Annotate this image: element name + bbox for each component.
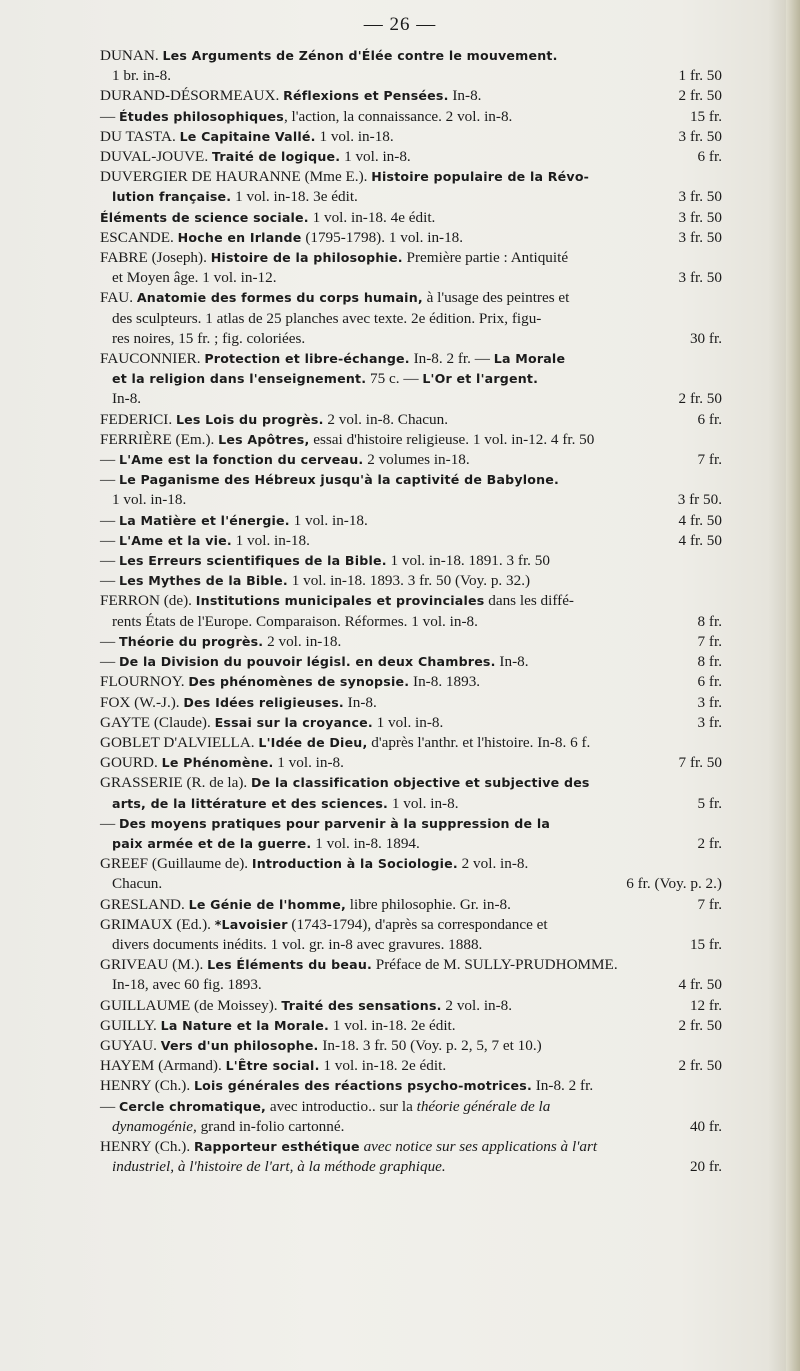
catalogue-entry: [100, 511, 722, 531]
entry-line: [100, 955, 722, 975]
entry-price: 15 fr.: [689, 107, 722, 125]
entry-text: HENRY (Ch.).: [100, 1077, 194, 1095]
entry-text: 1 vol. in-8.: [340, 148, 411, 166]
entry-text: —: [100, 471, 119, 489]
catalogue-entry: [100, 693, 722, 713]
entry-line: [100, 935, 722, 955]
entry-price: 7 fr.: [697, 451, 722, 469]
entry-text: me: [323, 168, 342, 186]
entry-title: arts, de la littérature et des sciences.: [112, 795, 389, 811]
entry-price: 4 fr. 50: [678, 976, 722, 994]
entry-price: 20 fr.: [689, 1158, 722, 1176]
entry-line: [100, 1137, 722, 1157]
entry-title: Les Mythes de la Bible.: [118, 573, 288, 589]
entry-text: Préface de M. SULLY-PRUDHOMME.: [371, 956, 618, 974]
entry-title: Vers d'un philosophe.: [160, 1037, 319, 1053]
entry-line: [100, 814, 722, 834]
entry-text: GRESLAND.: [100, 895, 189, 913]
entry-title: Des phénomènes de synopsie.: [188, 674, 410, 690]
entry-text: 1 vol. in-18.: [289, 511, 368, 529]
entry-text: —: [100, 511, 119, 529]
entry-title: De la classification objective et subjective des: [251, 775, 590, 791]
entry-price: 3 fr. 50: [678, 188, 722, 206]
entry-italic-text: avec notice sur ses applications à l'art: [359, 1137, 598, 1155]
catalogue-entry: [100, 591, 722, 631]
entry-text: HENRY (Ch.).: [100, 1137, 194, 1155]
entry-text: édition. Prix, figu-: [425, 309, 542, 327]
entry-price: 7 fr.: [697, 895, 722, 913]
entry-text: FERRON (de).: [100, 592, 196, 610]
entry-line: [100, 551, 722, 571]
entry-text: 1 vol. in-8.: [372, 713, 444, 731]
entry-title: Traité des sensations.: [281, 997, 442, 1013]
entry-title: Théorie du progrès.: [118, 633, 264, 649]
entry-text: —: [100, 572, 119, 590]
catalogue-entry: [100, 713, 722, 733]
entry-text: 75 c. —: [366, 370, 423, 388]
entry-price: 3 fr. 50: [678, 269, 722, 287]
catalogue-entry: [100, 955, 722, 995]
entry-title: Cercle chromatique,: [118, 1098, 267, 1114]
catalogue-entry: [100, 814, 722, 854]
entry-text: 2 vol. in-18.: [263, 632, 342, 650]
entry-text: 2 vol. in-8.: [457, 855, 529, 873]
catalogue-entry: [100, 46, 722, 86]
entry-line: [100, 349, 722, 369]
catalogue-entry: [100, 167, 722, 207]
entry-title: Réflexions et Pensées.: [283, 88, 449, 104]
entry-text: 1 vol. in-18. 2: [329, 1016, 419, 1034]
entry-text: e: [398, 208, 405, 226]
entry-line: [100, 410, 722, 430]
entry-price: 3 fr 50.: [677, 491, 722, 509]
entry-text: FAUCONNIER.: [100, 350, 205, 368]
entry-text: res noires, 15 fr. ; fig. coloriées.: [112, 329, 306, 347]
entry-text: 1 vol. in-8. 1894.: [311, 834, 420, 852]
entry-title: Éléments de science sociale.: [100, 209, 309, 225]
entry-line: [100, 591, 722, 611]
entry-text: GUYAU.: [100, 1036, 161, 1054]
entry-text: In-8.: [112, 390, 142, 408]
entry-line: [100, 854, 722, 874]
catalogue-entry: [100, 349, 722, 410]
entry-line: [100, 248, 722, 268]
entry-text: Chacun.: [112, 875, 163, 893]
entry-price: 7 fr.: [697, 632, 722, 650]
entry-line: [100, 46, 722, 66]
entry-price: 6 fr.: [697, 410, 722, 428]
entry-line: [100, 1076, 722, 1096]
entry-text: DUVAL-JOUVE.: [100, 148, 212, 166]
entry-line: [100, 127, 722, 147]
entry-line: [100, 794, 722, 814]
entry-text: édit.: [415, 1057, 447, 1075]
entry-title: Le Capitaine Vallé.: [179, 128, 316, 144]
entry-title: Les Apôtres,: [218, 431, 310, 447]
entry-text: FERRIÈRE (Em.).: [100, 430, 219, 448]
entry-price: 3 fr. 50: [678, 228, 722, 246]
entry-price: 6 fr. (Voy. p. 2.): [626, 875, 722, 893]
entry-line: [100, 996, 722, 1016]
entry-price: 3 fr. 50: [678, 208, 722, 226]
catalogue-list: [100, 46, 722, 1177]
entry-text: —: [100, 531, 119, 549]
entry-line: [100, 1016, 722, 1036]
entry-price: 4 fr. 50: [678, 531, 722, 549]
entry-text: libre philosophie. Gr. in-8.: [345, 895, 511, 913]
entry-text: —: [100, 814, 119, 832]
entry-text: Première partie : Antiquité: [402, 249, 569, 267]
entry-text: édit.: [425, 1016, 456, 1034]
entry-title: Histoire de la philosophie.: [210, 250, 403, 266]
entry-text: 2 vol. in-8. Chacun.: [323, 410, 448, 428]
entry-line: [100, 470, 722, 490]
catalogue-entry: [100, 1036, 722, 1056]
entry-line: [100, 1056, 722, 1076]
entry-line: [100, 693, 722, 713]
entry-title: Protection et libre-échange.: [204, 351, 410, 367]
entry-price: 2 fr. 50: [678, 390, 722, 408]
catalogue-entry: [100, 753, 722, 773]
entry-line: [100, 329, 722, 349]
catalogue-entry: [100, 571, 722, 591]
entry-text: e: [418, 1016, 426, 1034]
entry-price: 15 fr.: [689, 935, 722, 953]
entry-text: E.).: [341, 168, 372, 186]
catalogue-entry: [100, 551, 722, 571]
entry-line: [100, 975, 722, 995]
entry-text: GUILLAUME (de Moissey).: [100, 996, 282, 1014]
entry-text: 1 vol. in-8.: [273, 754, 344, 772]
entry-line: [100, 531, 722, 551]
catalogue-entry: [100, 672, 722, 692]
entry-price: 7 fr. 50: [678, 754, 722, 772]
catalogue-entry: [100, 228, 722, 248]
entry-price: 6 fr.: [697, 148, 722, 166]
entry-price: 3 fr.: [697, 713, 722, 731]
entry-line: [100, 733, 722, 753]
entry-line: [100, 389, 722, 409]
catalogue-entry: [100, 248, 722, 288]
entry-title: Institutions municipales et provinciales: [195, 593, 485, 609]
catalogue-entry: [100, 470, 722, 510]
entry-text: 1 vol. in-18. 2: [319, 1057, 409, 1075]
entry-line: [100, 107, 722, 127]
entry-text: —: [100, 632, 119, 650]
entry-text: —: [100, 451, 119, 469]
catalogue-entry: [100, 450, 722, 470]
entry-price: 1 fr. 50: [678, 67, 722, 85]
entry-text: HAYEM (Armand).: [100, 1057, 226, 1075]
entry-title: Le Génie de l'homme,: [188, 896, 346, 912]
entry-text: —: [100, 552, 119, 570]
catalogue-entry: [100, 1056, 722, 1076]
entry-line: [100, 430, 722, 450]
entry-line: [100, 753, 722, 773]
entry-text: In-8. 2 fr.: [531, 1077, 594, 1095]
entry-title: L'Ame est la fonction du cerveau.: [118, 452, 364, 468]
entry-text: divers documents inédits. 1 vol. gr. in-8 avec gravures. 1888.: [112, 935, 483, 953]
entry-text: In-8.: [343, 693, 377, 711]
catalogue-entry: [100, 632, 722, 652]
entry-text: , l'action, la connaissance. 2 vol. in-8.: [283, 107, 513, 125]
catalogue-entry: [100, 1137, 722, 1177]
entry-text: In-8.: [448, 87, 482, 105]
entry-line: [100, 895, 722, 915]
catalogue-entry: [100, 107, 722, 127]
entry-title: L'Or et l'argent.: [422, 371, 539, 387]
entry-text: avec introductio.. sur la: [266, 1097, 417, 1115]
catalogue-entry: [100, 127, 722, 147]
entry-text: 1 vol. in-18.: [315, 127, 394, 145]
catalogue-entry: [100, 288, 722, 349]
entry-text: In-8. 1893.: [409, 673, 481, 691]
entry-title: Le Phénomène.: [161, 755, 274, 771]
entry-line: [100, 511, 722, 531]
entry-title: Traité de logique.: [211, 149, 341, 165]
entry-text: d'après l'anthr. et l'histoire. In-8. 6 f.: [367, 733, 591, 751]
catalogue-entry: [100, 147, 722, 167]
entry-title: Les Arguments de Zénon d'Élée contre le mouvement.: [162, 48, 558, 63]
entry-title: Études philosophiques: [118, 108, 284, 124]
entry-text: ESCANDE.: [100, 228, 178, 246]
entry-text: rents États de l'Europe. Comparaison. Réformes. 1 vol. in-8.: [112, 612, 478, 630]
entry-line: [100, 86, 722, 106]
entry-text: —: [100, 1097, 119, 1115]
entry-line: [100, 1157, 722, 1177]
entry-line: [100, 268, 722, 288]
catalogue-entry: [100, 773, 722, 813]
entry-text: GRIMAUX (Ed.).: [100, 915, 215, 933]
entry-italic-text: dynamogénie,: [112, 1117, 197, 1135]
entry-line: [100, 288, 722, 308]
entry-text: In-8. 2 fr. —: [409, 350, 494, 368]
entry-title: La Nature et la Morale.: [160, 1017, 329, 1033]
entry-text: e: [409, 1057, 416, 1075]
entry-text: In-18. 3 fr. 50 (Voy. p. 2, 5, 7 et 10.): [318, 1036, 542, 1054]
entry-title: L'Idée de Dieu,: [258, 734, 368, 750]
catalogue-entry: [100, 410, 722, 430]
entry-title: Le Paganisme des Hébreux jusqu'à la captivité de Babylone.: [118, 472, 560, 488]
entry-italic-text: théorie générale de la: [416, 1097, 551, 1115]
entry-text: In-18, avec 60 fig. 1893.: [112, 976, 262, 994]
entry-text: DURAND-DÉSORMEAUX.: [100, 87, 284, 105]
entry-title: Introduction à la Sociologie.: [251, 856, 458, 872]
entry-price: 2 fr. 50: [678, 1057, 722, 1075]
entry-line: [100, 450, 722, 470]
entry-text: 1 vol. in-18. 4: [308, 208, 399, 226]
catalogue-entry: [100, 208, 722, 228]
entry-title: Des Idées religieuses.: [183, 694, 344, 710]
entry-title: Hoche en Irlande: [177, 229, 302, 245]
entry-title: Anatomie des formes du corps humain,: [136, 290, 423, 306]
entry-line: [100, 834, 722, 854]
entry-title: L'Être social.: [225, 1058, 320, 1074]
entry-line: [100, 571, 722, 591]
entry-text: (1795-1798). 1 vol. in-18.: [301, 228, 464, 246]
entry-title: Histoire populaire de la Révo-: [371, 169, 590, 185]
entry-text: 2 volumes in-18.: [363, 451, 470, 469]
catalogue-entry: [100, 531, 722, 551]
entry-text: GAYTE (Claude).: [100, 713, 215, 731]
entry-title: Essai sur la croyance.: [214, 714, 373, 730]
entry-price: 3 fr.: [697, 693, 722, 711]
entry-text: 1 vol. in-8.: [388, 794, 459, 812]
entry-text: 2 vol. in-8.: [441, 996, 513, 1014]
entry-price: 8 fr.: [697, 653, 722, 671]
entry-text: DU TASTA.: [100, 127, 180, 145]
catalogue-entry: [100, 652, 722, 672]
page-edge: [786, 0, 800, 1371]
catalogue-entry: [100, 1016, 722, 1036]
entry-title: La Morale: [493, 351, 566, 367]
entry-line: [100, 369, 722, 389]
entry-text: grand in-folio cartonné.: [196, 1117, 345, 1135]
entry-text: (1743-1794), d'après sa correspondance et: [287, 915, 548, 933]
entry-line: [100, 167, 722, 187]
entry-line: [100, 874, 722, 894]
entry-title: Les Lois du progrès.: [175, 411, 324, 427]
entry-title: et la religion dans l'enseignement.: [112, 371, 367, 387]
entry-price: 40 fr.: [689, 1117, 722, 1135]
entry-price: 5 fr.: [697, 794, 722, 812]
entry-text: GREEF (Guillaume de).: [100, 855, 252, 873]
entry-price: 12 fr.: [689, 996, 722, 1014]
catalogue-entry: [100, 430, 722, 450]
entry-text: GRASSERIE (R. de la).: [100, 774, 252, 792]
entry-text: à l'usage des peintres et: [422, 289, 570, 307]
entry-text: GRIVEAU (M.).: [100, 956, 208, 974]
entry-title: L'Ame et la vie.: [118, 532, 232, 548]
entry-title: La Matière et l'énergie.: [118, 512, 290, 528]
entry-price: 3 fr. 50: [678, 127, 722, 145]
entry-line: [100, 490, 722, 510]
entry-text: GOURD.: [100, 754, 162, 772]
entry-line: [100, 612, 722, 632]
entry-text: 1 vol. in-18. 1893. 3 fr. 50 (Voy. p. 32.): [287, 572, 531, 590]
entry-text: FLOURNOY.: [100, 673, 189, 691]
entry-price: 2 fr.: [697, 834, 722, 852]
catalogue-entry: [100, 895, 722, 915]
entry-text: —: [100, 653, 119, 671]
entry-title: Rapporteur esthétique: [193, 1138, 360, 1154]
entry-text: e: [320, 188, 328, 206]
entry-line: [100, 652, 722, 672]
catalogue-entry: [100, 1076, 722, 1096]
entry-text: 1 vol. in-18. 1891. 3 fr. 50: [386, 552, 550, 570]
entry-text: GOBLET D'ALVIELLA.: [100, 733, 259, 751]
catalogue-entry: [100, 733, 722, 753]
entry-price: 2 fr. 50: [678, 87, 722, 105]
entry-line: [100, 187, 722, 207]
entry-title: *Lavoisier: [214, 916, 288, 932]
entry-text: e: [418, 309, 426, 327]
entry-line: [100, 147, 722, 167]
entry-title: Des moyens pratiques pour parvenir à la suppression de la: [118, 815, 551, 831]
entry-line: [100, 66, 722, 86]
entry-text: FOX (W.-J.).: [100, 693, 184, 711]
entry-line: [100, 1117, 722, 1137]
entry-title: Les Éléments du beau.: [207, 957, 372, 973]
entry-text: DUNAN.: [100, 47, 163, 64]
catalogue-entry: [100, 996, 722, 1016]
entry-line: [100, 632, 722, 652]
entry-price: 8 fr.: [697, 612, 722, 630]
entry-line: [100, 672, 722, 692]
entry-text: GUILLY.: [100, 1016, 161, 1034]
entry-title: De la Division du pouvoir législ. en deux Chambres.: [118, 654, 496, 670]
catalogue-entry: [100, 1097, 722, 1137]
entry-line: [100, 1036, 722, 1056]
entry-line: [100, 208, 722, 228]
entry-title: lution française.: [112, 189, 232, 205]
entry-text: des sculpteurs. 1 atlas de 25 planches avec texte. 2: [112, 309, 419, 327]
entry-text: 1 vol. in-18. 3: [231, 188, 321, 206]
entry-price: 30 fr.: [689, 329, 722, 347]
entry-title: paix armée et de la guerre.: [112, 835, 312, 851]
entry-line: [100, 309, 722, 329]
entry-italic-text: industriel, à l'histoire de l'art, à la méthode graphique.: [112, 1158, 446, 1176]
entry-line: [100, 915, 722, 935]
entry-text: essai d'histoire religieuse. 1 vol. in-12. 4 fr. 50: [309, 430, 595, 448]
entry-text: et Moyen âge. 1 vol. in-12.: [112, 269, 277, 287]
catalogue-entry: [100, 854, 722, 894]
entry-price: 6 fr.: [697, 673, 722, 691]
entry-text: édit.: [404, 208, 436, 226]
page-number: — 26 —: [363, 14, 437, 35]
entry-text: In-8.: [495, 653, 529, 671]
catalogue-entry: [100, 86, 722, 106]
entry-text: 1 br. in-8.: [112, 67, 172, 85]
entry-text: 1 vol. in-18.: [231, 531, 310, 549]
entry-text: —: [100, 107, 119, 125]
entry-text: FAU.: [100, 289, 137, 307]
entry-title: Lois générales des réactions psycho-motrices.: [193, 1078, 532, 1094]
entry-line: [100, 773, 722, 793]
entry-price: 4 fr. 50: [678, 511, 722, 529]
entry-line: [100, 228, 722, 248]
entry-line: [100, 713, 722, 733]
entry-text: édit.: [327, 188, 358, 206]
entry-price: 2 fr. 50: [678, 1016, 722, 1034]
entry-title: Les Erreurs scientifiques de la Bible.: [118, 553, 387, 569]
entry-text: DUVERGIER DE HAURANNE (M: [100, 168, 324, 186]
entry-text: FEDERICI.: [100, 410, 176, 428]
entry-text: FABRE (Joseph).: [100, 249, 211, 267]
entry-line: [100, 1097, 722, 1117]
catalogue-entry: [100, 915, 722, 955]
entry-text: 1 vol. in-18.: [112, 491, 187, 509]
entry-text: dans les diffé-: [484, 592, 574, 610]
